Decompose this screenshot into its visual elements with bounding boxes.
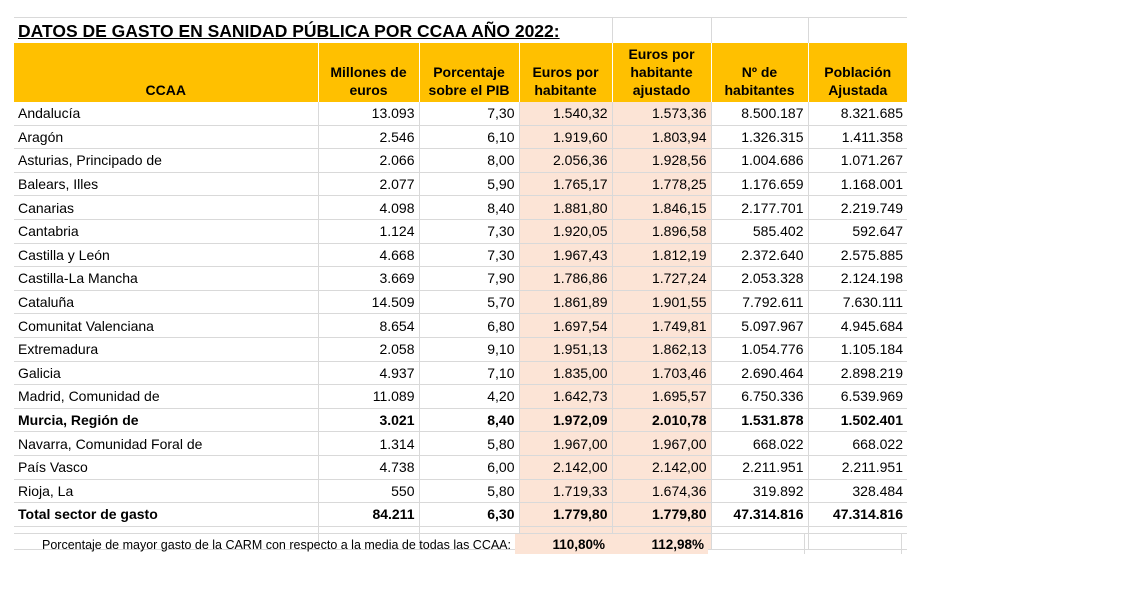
region-name-cell: Castilla-La Mancha xyxy=(14,267,318,291)
footer-value-ajustado: 112,98% xyxy=(609,534,708,554)
table-row xyxy=(14,267,907,291)
value-cell: 1.176.659 xyxy=(711,172,808,196)
header-row xyxy=(14,43,907,102)
value-cell: 8.654 xyxy=(318,314,419,338)
region-name-cell: Aragón xyxy=(14,125,318,149)
region-name-cell: Andalucía xyxy=(14,102,318,125)
header-poblacion: Población Ajustada xyxy=(808,43,907,102)
region-name-cell: Asturias, Principado de xyxy=(14,149,318,173)
value-cell: 1.901,55 xyxy=(612,290,711,314)
value-cell: 8,40 xyxy=(419,408,519,432)
region-name-cell: Navarra, Comunidad Foral de xyxy=(14,432,318,456)
region-name-cell: Balears, Illes xyxy=(14,172,318,196)
value-cell: 1.765,17 xyxy=(519,172,612,196)
value-cell: 8,40 xyxy=(419,196,519,220)
value-cell: 7,10 xyxy=(419,361,519,385)
value-cell: 11.089 xyxy=(318,385,419,409)
value-cell: 668.022 xyxy=(808,432,907,456)
grid-cell xyxy=(805,534,902,554)
value-cell: 7.630.111 xyxy=(808,290,907,314)
value-cell: 2.546 xyxy=(318,125,419,149)
value-cell: 2.177.701 xyxy=(711,196,808,220)
table-row xyxy=(14,196,907,220)
table-row xyxy=(14,408,907,432)
value-cell: 1.896,58 xyxy=(612,219,711,243)
value-cell: 1.703,46 xyxy=(612,361,711,385)
value-cell: 4.098 xyxy=(318,196,419,220)
value-cell: 7.792.611 xyxy=(711,290,808,314)
value-cell: 1.786,86 xyxy=(519,267,612,291)
region-name-cell: Rioja, La xyxy=(14,479,318,503)
value-cell: 1.168.001 xyxy=(808,172,907,196)
value-cell: 1.326.315 xyxy=(711,125,808,149)
value-cell: 1.314 xyxy=(318,432,419,456)
region-name-cell: Madrid, Comunidad de xyxy=(14,385,318,409)
sheet-title: DATOS DE GASTO EN SANIDAD PÚBLICA POR CCAA AÑO 2022: xyxy=(18,21,560,41)
value-cell: 1.951,13 xyxy=(519,337,612,361)
value-cell: 47.314.816 xyxy=(711,503,808,527)
value-cell: 1.727,24 xyxy=(612,267,711,291)
value-cell: 2.066 xyxy=(318,149,419,173)
table-row xyxy=(14,149,907,173)
value-cell: 13.093 xyxy=(318,102,419,125)
value-cell: 1.972,09 xyxy=(519,408,612,432)
value-cell: 3.669 xyxy=(318,267,419,291)
value-cell: 1.502.401 xyxy=(808,408,907,432)
footer-value-euros: 110,80% xyxy=(515,534,609,554)
value-cell: 1.928,56 xyxy=(612,149,711,173)
value-cell: 1.124 xyxy=(318,219,419,243)
value-cell: 1.778,25 xyxy=(612,172,711,196)
region-name-cell: Total sector de gasto xyxy=(14,503,318,527)
grid-cell xyxy=(711,18,808,43)
value-cell: 1.967,00 xyxy=(519,432,612,456)
value-cell: 7,30 xyxy=(419,219,519,243)
value-cell: 328.484 xyxy=(808,479,907,503)
table-row xyxy=(14,243,907,267)
value-cell: 4,20 xyxy=(419,385,519,409)
value-cell: 550 xyxy=(318,479,419,503)
header-porcentaje: Porcentaje sobre el PIB xyxy=(419,43,519,102)
table-row xyxy=(14,102,907,125)
grid-cell xyxy=(708,534,805,554)
value-cell: 6,00 xyxy=(419,455,519,479)
table-row xyxy=(14,290,907,314)
data-table xyxy=(14,43,907,550)
value-cell: 2.053.328 xyxy=(711,267,808,291)
header-millones: Millones de euros xyxy=(318,43,419,102)
value-cell: 9,10 xyxy=(419,337,519,361)
value-cell: 4.937 xyxy=(318,361,419,385)
value-cell: 7,30 xyxy=(419,243,519,267)
value-cell: 2.211.951 xyxy=(711,455,808,479)
value-cell: 6.750.336 xyxy=(711,385,808,409)
value-cell: 1.697,54 xyxy=(519,314,612,338)
table-row xyxy=(14,219,907,243)
value-cell: 1.411.358 xyxy=(808,125,907,149)
value-cell: 1.719,33 xyxy=(519,479,612,503)
region-name-cell: Extremadura xyxy=(14,337,318,361)
region-name-cell: Cantabria xyxy=(14,219,318,243)
value-cell: 1.862,13 xyxy=(612,337,711,361)
title-row xyxy=(14,17,907,43)
footer-label: Porcentaje de mayor gasto de la CARM con respecto a la media de todas las CCAA: xyxy=(42,538,511,552)
value-cell: 8.500.187 xyxy=(711,102,808,125)
value-cell: 47.314.816 xyxy=(808,503,907,527)
value-cell: 1.642,73 xyxy=(519,385,612,409)
value-cell: 4.668 xyxy=(318,243,419,267)
value-cell: 2.124.198 xyxy=(808,267,907,291)
table-row xyxy=(14,125,907,149)
region-name-cell: Canarias xyxy=(14,196,318,220)
value-cell: 1.695,57 xyxy=(612,385,711,409)
value-cell: 2.211.951 xyxy=(808,455,907,479)
value-cell: 4.945.684 xyxy=(808,314,907,338)
table-row xyxy=(14,503,907,527)
value-cell: 3.021 xyxy=(318,408,419,432)
value-cell: 1.674,36 xyxy=(612,479,711,503)
value-cell: 1.835,00 xyxy=(519,361,612,385)
value-cell: 2.142,00 xyxy=(612,455,711,479)
region-name-cell: Cataluña xyxy=(14,290,318,314)
value-cell: 5,80 xyxy=(419,432,519,456)
value-cell: 7,90 xyxy=(419,267,519,291)
table-row xyxy=(14,432,907,456)
footer-row xyxy=(14,533,907,554)
table-row xyxy=(14,479,907,503)
value-cell: 1.054.776 xyxy=(711,337,808,361)
value-cell: 8.321.685 xyxy=(808,102,907,125)
value-cell: 1.967,43 xyxy=(519,243,612,267)
grid-cell xyxy=(808,18,907,43)
grid-cell xyxy=(612,18,711,43)
value-cell: 2.056,36 xyxy=(519,149,612,173)
region-name-cell: Comunitat Valenciana xyxy=(14,314,318,338)
value-cell: 7,30 xyxy=(419,102,519,125)
value-cell: 5.097.967 xyxy=(711,314,808,338)
value-cell: 1.749,81 xyxy=(612,314,711,338)
region-name-cell: Murcia, Región de xyxy=(14,408,318,432)
spreadsheet xyxy=(14,17,907,550)
value-cell: 585.402 xyxy=(711,219,808,243)
value-cell: 2.372.640 xyxy=(711,243,808,267)
value-cell: 1.531.878 xyxy=(711,408,808,432)
value-cell: 6,80 xyxy=(419,314,519,338)
header-ccaa: CCAA xyxy=(14,43,318,102)
table-row xyxy=(14,385,907,409)
table-row xyxy=(14,337,907,361)
value-cell: 1.812,19 xyxy=(612,243,711,267)
value-cell: 1.071.267 xyxy=(808,149,907,173)
value-cell: 1.920,05 xyxy=(519,219,612,243)
value-cell: 84.211 xyxy=(318,503,419,527)
value-cell: 8,00 xyxy=(419,149,519,173)
table-row xyxy=(14,455,907,479)
value-cell: 1.967,00 xyxy=(612,432,711,456)
value-cell: 2.010,78 xyxy=(612,408,711,432)
value-cell: 592.647 xyxy=(808,219,907,243)
region-name-cell: Galicia xyxy=(14,361,318,385)
table-row xyxy=(14,172,907,196)
value-cell: 2.142,00 xyxy=(519,455,612,479)
table-row xyxy=(14,361,907,385)
value-cell: 1.004.686 xyxy=(711,149,808,173)
value-cell: 1.881,80 xyxy=(519,196,612,220)
value-cell: 1.105.184 xyxy=(808,337,907,361)
value-cell: 6,30 xyxy=(419,503,519,527)
value-cell: 1.803,94 xyxy=(612,125,711,149)
header-euros-ajustado: Euros por habitante ajustado xyxy=(612,43,711,102)
header-euros-habitante: Euros por habitante xyxy=(519,43,612,102)
value-cell: 6.539.969 xyxy=(808,385,907,409)
value-cell: 1.846,15 xyxy=(612,196,711,220)
value-cell: 2.575.885 xyxy=(808,243,907,267)
value-cell: 1.861,89 xyxy=(519,290,612,314)
table-body xyxy=(14,102,907,549)
value-cell: 2.219.749 xyxy=(808,196,907,220)
value-cell: 1.779,80 xyxy=(519,503,612,527)
table-row xyxy=(14,314,907,338)
value-cell: 319.892 xyxy=(711,479,808,503)
value-cell: 5,80 xyxy=(419,479,519,503)
value-cell: 2.898.219 xyxy=(808,361,907,385)
value-cell: 2.690.464 xyxy=(711,361,808,385)
value-cell: 5,90 xyxy=(419,172,519,196)
value-cell: 4.738 xyxy=(318,455,419,479)
value-cell: 1.779,80 xyxy=(612,503,711,527)
value-cell: 14.509 xyxy=(318,290,419,314)
value-cell: 6,10 xyxy=(419,125,519,149)
header-habitantes: Nº de habitantes xyxy=(711,43,808,102)
region-name-cell: País Vasco xyxy=(14,455,318,479)
value-cell: 2.058 xyxy=(318,337,419,361)
value-cell: 2.077 xyxy=(318,172,419,196)
value-cell: 1.573,36 xyxy=(612,102,711,125)
value-cell: 5,70 xyxy=(419,290,519,314)
value-cell: 1.540,32 xyxy=(519,102,612,125)
value-cell: 668.022 xyxy=(711,432,808,456)
value-cell: 1.919,60 xyxy=(519,125,612,149)
region-name-cell: Castilla y León xyxy=(14,243,318,267)
